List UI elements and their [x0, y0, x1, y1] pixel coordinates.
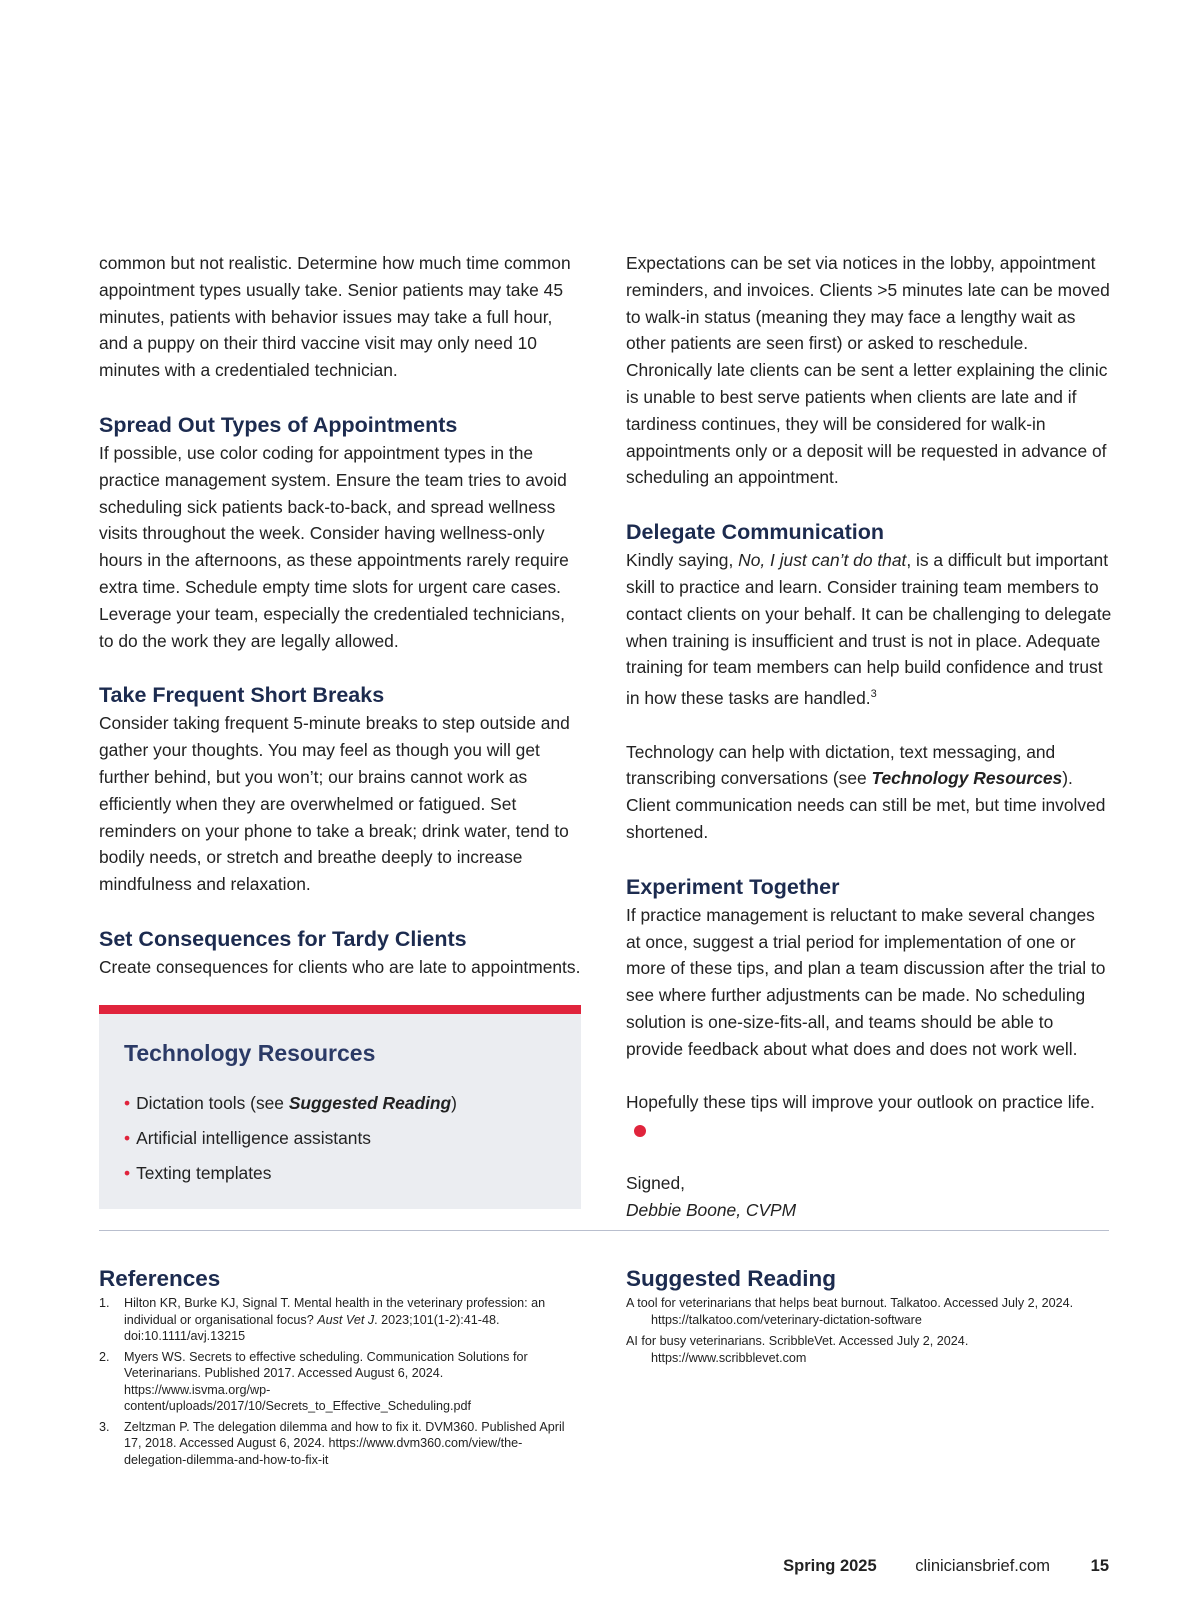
- section-heading: Experiment Together: [626, 874, 840, 899]
- resource-list: [124, 1086, 556, 1191]
- technology-resources-link[interactable]: Technology Resources: [871, 768, 1063, 789]
- section-tardy-clients: [99, 924, 581, 981]
- reading-list: [626, 1295, 1086, 1366]
- reference-item: 3. Zeltzman P. The delegation dilemma and how to fix it. DVM360. Published April 17, 2018. Accessed August 6, 2024. https://www.dvm360.com/view/the-delegation-dilemma-and-how-to-fix-it: [99, 1419, 565, 1467]
- left-column: [99, 250, 581, 1209]
- section-heading: Delegate Communication: [626, 520, 885, 545]
- site-link[interactable]: cliniciansbrief.com: [915, 1557, 1051, 1575]
- suggested-reading-link[interactable]: Suggested Reading: [288, 1092, 452, 1113]
- section-delegate: [626, 517, 1112, 846]
- list-item: • Dictation tools (see Suggested Reading): [124, 1092, 457, 1113]
- suggested-reading-heading: Suggested Reading: [626, 1266, 837, 1291]
- reference-item: 1. Hilton KR, Burke KJ, Signal T. Mental health in the veterinary profession: an individual or organisational focus? Aust Vet J. 2023;101(1-2):41-48. doi:10.1111/avj.13215: [99, 1296, 546, 1343]
- list-item: • Texting templates: [124, 1162, 272, 1183]
- technology-resources-box: [99, 1005, 581, 1209]
- section-heading: Spread Out Types of Appointments: [99, 412, 458, 437]
- section-spread-out: [99, 410, 581, 654]
- citation-marker[interactable]: 3: [870, 688, 877, 701]
- bullet-icon: •: [124, 1092, 131, 1113]
- section-body: If possible, use color coding for appointment types in the practice management system. Ensure the team tries to avoid scheduling sick patients back-to-back, and spread wellness visits throughout the week. Consider having wellness-only hours in the afternoons, as these appointments rarely require extra time. Schedule empty time slots for urgent care cases. Leverage your team, especially the credentialed technicians, to do the work they are legally allowed.: [99, 442, 569, 651]
- reading-item: A tool for veterinarians that helps beat burnout. Talkatoo. Accessed July 2, 2024. https://talkatoo.com/veterinary-dictation-software: [626, 1296, 1074, 1327]
- list-item: • Artificial intelligence assistants: [124, 1127, 371, 1148]
- right-column: [626, 250, 1112, 1223]
- section-experiment: [626, 872, 1112, 1224]
- intro-paragraph-right: Expectations can be set via notices in the lobby, appointment reminders, and invoices. Clients >5 minutes late can be moved to walk-in status (meaning they may face a lengthy wait as other patients are seen first) or asked to reschedule. Chronically late clients can be sent a letter explaining the clinic is unable to best serve patients when clients are late and if tardiness continues, they will be considered for walk-in appointments only or a deposit will be requested in advance of scheduling an appointment.: [626, 253, 1110, 488]
- references: [99, 1265, 569, 1472]
- bullet-icon: •: [124, 1127, 131, 1148]
- closing-line: Hopefully these tips will improve your outlook on practice life.: [626, 1089, 1112, 1143]
- reading-item: AI for busy veterinarians. ScribbleVet. Accessed July 2, 2024. https://www.scribblevet.com: [626, 1334, 969, 1365]
- intro-paragraph-left: common but not realistic. Determine how much time common appointment types usually take. Senior patients may take 45 minutes, patients with behavior issues may take a full hour, and a puppy on their third vaccine visit may only need 10 minutes with a credentialed technician.: [99, 253, 571, 381]
- signature: Debbie Boone, CVPM: [626, 1199, 797, 1220]
- signed-label: Signed,: [626, 1172, 685, 1193]
- section-short-breaks: [99, 680, 581, 898]
- section-body: Create consequences for clients who are late to appointments.: [99, 956, 581, 977]
- section-body: Kindly saying, No, I just can’t do that, is a difficult but important skill to practice and learn. Consider training team members to contact clients on your behalf. It can be challenging to delegate when training is insufficient and trust is not in place. Adequate training for team members can help build confidence and trust in how these tasks are handled.$^3$: [626, 550, 1112, 708]
- section-body: Consider taking frequent 5-minute breaks to step outside and gather your thoughts. You may feel as though you will get further behind, but you won’t; our brains cannot work as efficiently when they are overwhelmed or fatigued. Set reminders on your phone to take a break; drink water, tend to bodily needs, or stretch and breathe deeply to increase mindfulness and relaxation.: [99, 713, 570, 895]
- section-heading: Set Consequences for Tardy Clients: [99, 926, 467, 951]
- box-title: Technology Resources: [124, 1039, 376, 1066]
- end-mark-icon: [634, 1125, 646, 1137]
- suggested-reading: [626, 1265, 1086, 1371]
- bullet-icon: •: [124, 1162, 131, 1183]
- references-heading: References: [99, 1266, 221, 1291]
- section-body: Technology can help with dictation, text messaging, and transcribing conversations (see Technology Resources). Client communication needs can still be met, but time involved shortened.: [626, 741, 1106, 842]
- page-number: 15: [1090, 1557, 1109, 1575]
- page-footer: [783, 1556, 1109, 1576]
- section-heading: Take Frequent Short Breaks: [99, 683, 385, 708]
- issue-label: Spring 2025: [783, 1557, 877, 1575]
- section-body: If practice management is reluctant to make several changes at once, suggest a trial period for implementation of one or more of these tips, and plan a team discussion after the trial to see where further adjustments can be made. No scheduling solution is one-size-fits-all, and teams should be able to provide feedback about what does and does not work well.: [626, 904, 1106, 1059]
- reference-list: [99, 1295, 569, 1468]
- section-divider: [99, 1230, 1109, 1231]
- reference-item: 2. Myers WS. Secrets to effective scheduling. Communication Solutions for Veterinarians. Published 2017. Accessed August 6, 2024. https://www.isvma.org/wp-content/uploads/2017/10/Secrets_to_Effective_Scheduling.pdf: [99, 1349, 528, 1413]
